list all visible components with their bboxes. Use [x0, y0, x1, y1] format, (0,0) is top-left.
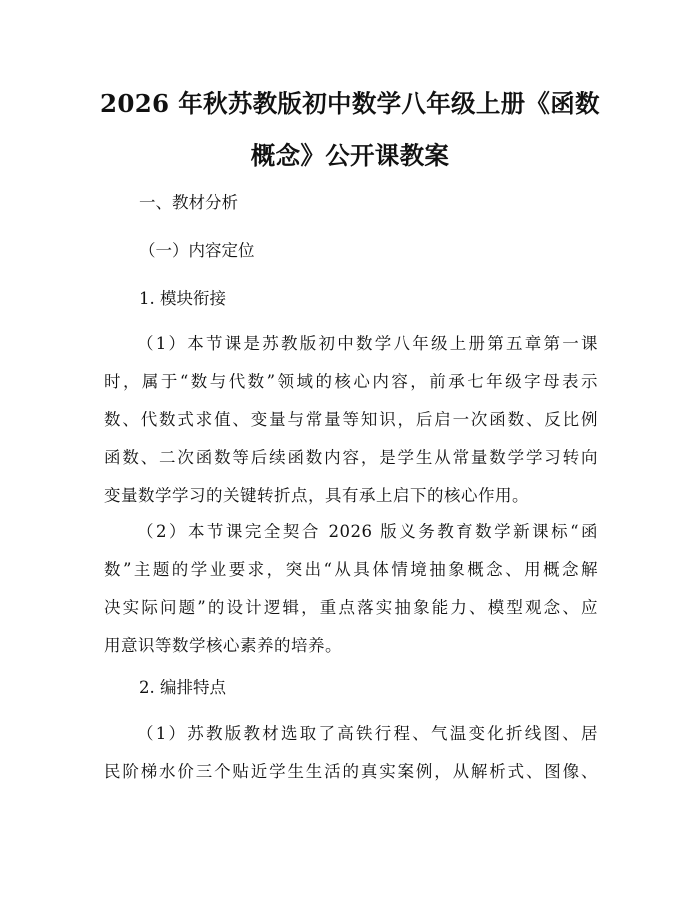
- paragraph-1-line: 数、代数式求值、变量与常量等知识，后启一次函数、反比例: [104, 410, 598, 429]
- paragraph-1-line: 时，属于“数与代数”领域的核心内容，前承七年级字母表示: [104, 372, 598, 391]
- section-heading-textbook-analysis: 一、教材分析: [139, 193, 238, 212]
- paragraph-2-line: （2）本节课完全契合 2026 版义务教育数学新课标“函: [137, 522, 598, 541]
- paragraph-3-line: （1）苏教版教材选取了高铁行程、气温变化折线图、居: [137, 724, 598, 743]
- paragraph-3: [104, 715, 598, 791]
- paragraph-3-line: 民阶梯水价三个贴近学生生活的真实案例，从解析式、图像、: [104, 762, 598, 781]
- title-line-2: 概念》公开课教案: [250, 141, 450, 170]
- item-heading-arrangement-features: 2. 编排特点: [139, 678, 226, 697]
- title-line-1: 2026 年秋苏教版初中数学八年级上册《函数: [100, 89, 600, 118]
- paragraph-1-line: （1）本节课是苏教版初中数学八年级上册第五章第一课: [137, 334, 598, 353]
- subsection-heading-content-positioning: （一）内容定位: [139, 241, 255, 260]
- item-heading-module-connection: 1. 模块衔接: [139, 289, 226, 308]
- paragraph-2: [104, 513, 598, 665]
- document-title: [100, 78, 600, 182]
- paragraph-1: [104, 325, 598, 515]
- paragraph-2-line: 数”主题的学业要求，突出“从具体情境抽象概念、用概念解: [104, 560, 598, 579]
- paragraph-1-line: 变量数学学习的关键转折点，具有承上启下的核心作用。: [104, 486, 529, 505]
- paragraph-1-line: 函数、二次函数等后续函数内容，是学生从常量数学学习转向: [104, 448, 598, 467]
- paragraph-2-line: 决实际问题”的设计逻辑，重点落实抽象能力、模型观念、应: [104, 598, 598, 617]
- paragraph-2-line: 用意识等数学核心素养的培养。: [104, 636, 342, 655]
